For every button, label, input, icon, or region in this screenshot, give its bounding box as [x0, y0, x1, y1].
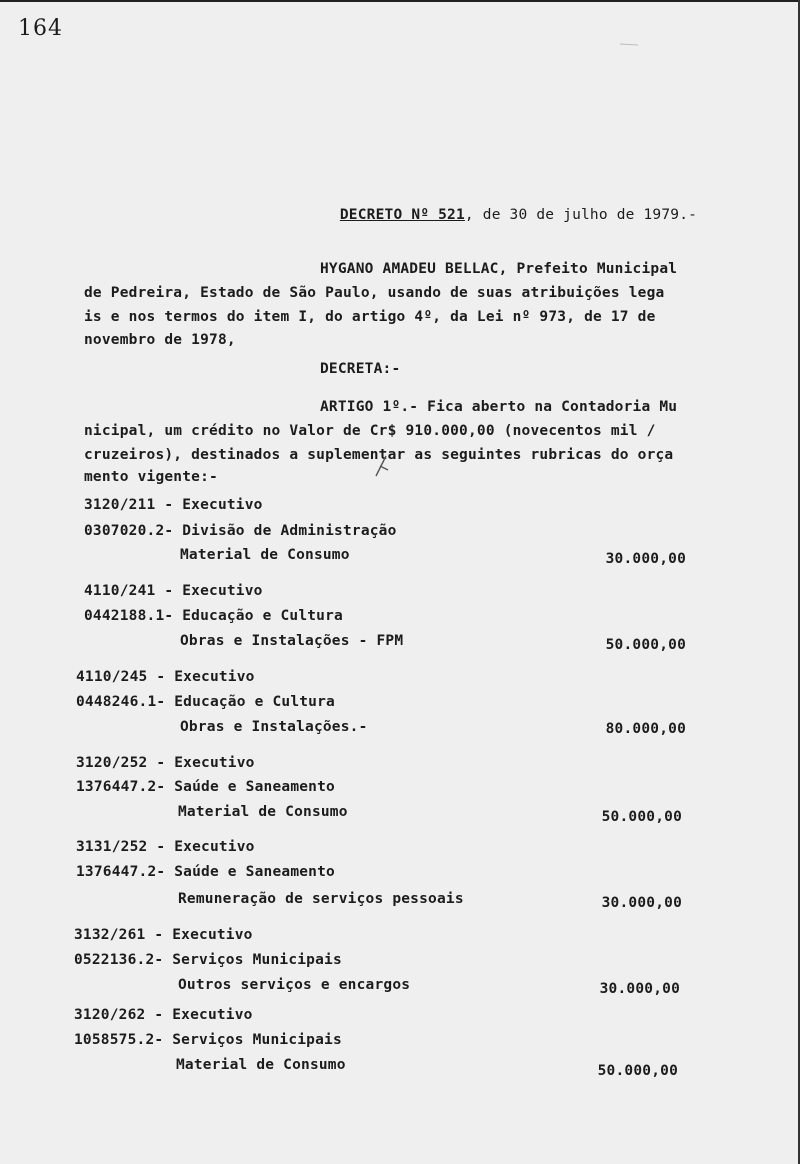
entry-desc: Material de Consumo [176, 1057, 346, 1073]
entry-amount: 80.000,00 [605, 721, 686, 737]
decreta-heading: DECRETA:- [320, 361, 401, 377]
intro-line-3: is e nos termos do item I, do artigo 4º, da Lei nº 973, de 17 de [84, 309, 656, 325]
entry-amount: 50.000,00 [597, 1063, 678, 1079]
decree-number: DECRETO Nº 521 [339, 207, 465, 223]
entry-sub: 0448246.1- Educação e Cultura [76, 694, 335, 710]
page-top-edge [0, 0, 800, 2]
entry-amount: 50.000,00 [605, 637, 686, 653]
smudge-icon [618, 40, 640, 48]
decree-date: , de 30 de julho de 1979.- [464, 207, 698, 223]
entry-code: 4110/241 - Executivo [84, 583, 263, 599]
entry-sub: 0522136.2- Serviços Municipais [74, 952, 342, 968]
entry-desc: Material de Consumo [178, 804, 348, 820]
entry-amount: 30.000,00 [601, 895, 682, 911]
entry-desc: Obras e Instalações.- [180, 719, 368, 735]
entry-code: 4110/245 - Executivo [76, 669, 255, 685]
ink-mark-icon [372, 452, 392, 480]
entry-sub: 1376447.2- Saúde e Saneamento [76, 864, 335, 880]
intro-line-2: de Pedreira, Estado de São Paulo, usando de suas atribuições lega [84, 285, 665, 301]
entry-code: 3120/262 - Executivo [74, 1007, 253, 1023]
entry-code: 3132/261 - Executivo [74, 927, 253, 943]
entry-code: 3120/211 - Executivo [84, 497, 263, 513]
intro-line-4: novembro de 1978, [84, 332, 236, 348]
entry-code: 3120/252 - Executivo [76, 755, 255, 771]
artigo-line-4: mento vigente:- [84, 469, 218, 485]
entry-amount: 50.000,00 [601, 809, 682, 825]
artigo-line-1: ARTIGO 1º.- Fica aberto na Contadoria Mu [320, 399, 678, 415]
decree-title [322, 188, 697, 224]
intro-line-1: HYGANO AMADEU BELLAC, Prefeito Municipal [320, 261, 678, 277]
entry-code: 3131/252 - Executivo [76, 839, 255, 855]
entry-desc: Outros serviços e encargos [178, 977, 411, 993]
entry-sub: 0442188.1- Educação e Cultura [84, 608, 343, 624]
entry-sub: 1376447.2- Saúde e Saneamento [76, 779, 335, 795]
entry-amount: 30.000,00 [599, 981, 680, 997]
entry-amount: 30.000,00 [605, 551, 686, 567]
entry-desc: Material de Consumo [180, 547, 350, 563]
artigo-line-2: nicipal, um crédito no Valor de Cr$ 910.000,00 (novecentos mil / [84, 423, 656, 439]
page-number: 164 [18, 16, 63, 41]
artigo-line-3: cruzeiros), destinados a suplementar as seguintes rubricas do orça [84, 447, 674, 463]
entry-sub: 0307020.2- Divisão de Administração [84, 523, 397, 539]
entry-desc: Remuneração de serviços pessoais [178, 891, 464, 907]
entry-sub: 1058575.2- Serviços Municipais [74, 1032, 342, 1048]
entry-desc: Obras e Instalações - FPM [180, 633, 404, 649]
